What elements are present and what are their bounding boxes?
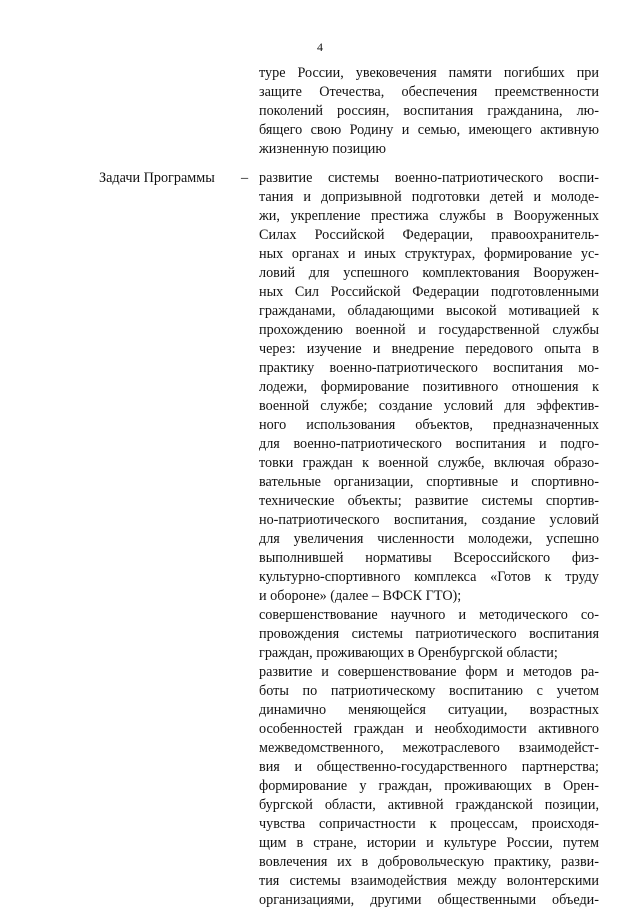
- text-line: гражданами, обладающими высокой мотивацией к: [259, 303, 599, 319]
- text-line: прохождению военной и государственной службы: [259, 322, 599, 338]
- text-line: особенностей граждан и необходимости активного: [259, 721, 599, 737]
- text-line: динамично меняющейся ситуации, возрастных: [259, 702, 599, 718]
- text-line: ловий для успешного комплектования Вооружен-: [259, 265, 599, 281]
- text-line: жизненную позицию: [259, 141, 386, 157]
- text-line: технические объекты; развитие системы спортив-: [259, 493, 599, 509]
- text-line: боты по патриотическому воспитанию с учетом: [259, 683, 599, 699]
- text-line: ных Сил Российской Федерации подготовленными: [259, 284, 599, 300]
- text-line: бящего свою Родину и семью, имеющего активную: [259, 122, 599, 138]
- text-line: но-патриотического воспитания, создание условий: [259, 512, 599, 528]
- text-line: через: изучение и внедрение передового опыта в: [259, 341, 599, 357]
- lead-paragraph: [259, 64, 599, 159]
- text-line: бургской области, активной гражданской позиции,: [259, 797, 599, 813]
- text-line: и обороне» (далее – ВФСК ГТО);: [259, 588, 462, 604]
- text-line: выполнившей нормативы Всероссийского физ-: [259, 550, 599, 566]
- text-line: туре России, увековечения памяти погибших при: [259, 65, 599, 81]
- text-line: культурно-спортивного комплекса «Готов к труду: [259, 569, 599, 585]
- text-line: для военно-патриотического воспитания и подго-: [259, 436, 599, 452]
- section-dash: –: [241, 170, 249, 186]
- section-label: Задачи Программы: [99, 170, 215, 186]
- text-line: жи, укрепление престижа службы в Вооруженных: [259, 208, 599, 224]
- text-line: ных органах и иных структурах, формирование ус-: [259, 246, 599, 262]
- text-line: поколений россиян, воспитания гражданина, лю-: [259, 103, 599, 119]
- text-line: практику военно-патриотического воспитания мо-: [259, 360, 599, 376]
- text-line: совершенствование научного и методического со-: [259, 607, 599, 623]
- text-line: вовлечения их в добровольческую практику, разви-: [259, 854, 599, 870]
- text-line: развитие и совершенствование форм и методов ра-: [259, 664, 599, 680]
- text-line: товки граждан к военной службе, включая образо-: [259, 455, 599, 471]
- text-line: вия и общественно-государственного партнерства;: [259, 759, 599, 775]
- text-line: вательные организации, спортивные и спортивно-: [259, 474, 599, 490]
- text-line: ного использования объектов, предназначенных: [259, 417, 599, 433]
- text-line: тания и допризывной подготовки детей и молоде-: [259, 189, 599, 205]
- text-line: организациями, другими общественными объеди-: [259, 892, 599, 908]
- text-line: Силах Российской Федерации, правоохранитель-: [259, 227, 599, 243]
- text-line: тия системы взаимодействия между волонтерскими: [259, 873, 599, 889]
- text-line: межведомственного, межотраслевого взаимодейст-: [259, 740, 599, 756]
- text-line: провождения системы патриотического воспитания: [259, 626, 599, 642]
- page-number: 4: [317, 40, 323, 54]
- text-line: граждан, проживающих в Оренбургской области;: [259, 645, 558, 661]
- text-line: формирование у граждан, проживающих в Орен-: [259, 778, 599, 794]
- text-line: развитие системы военно-патриотического воспи-: [259, 170, 599, 186]
- text-line: чувства сопричастности к процессам, происходя-: [259, 816, 599, 832]
- tasks-text: [259, 169, 599, 910]
- text-line: лодежи, формирование позитивного отношения к: [259, 379, 599, 395]
- text-line: щим в стране, истории и культуре России, путем: [259, 835, 599, 851]
- text-line: военной службе; создание условий для эффектив-: [259, 398, 599, 414]
- text-line: защите Отечества, обеспечения преемственности: [259, 84, 599, 100]
- text-line: для увеличения численности молодежи, успешно: [259, 531, 599, 547]
